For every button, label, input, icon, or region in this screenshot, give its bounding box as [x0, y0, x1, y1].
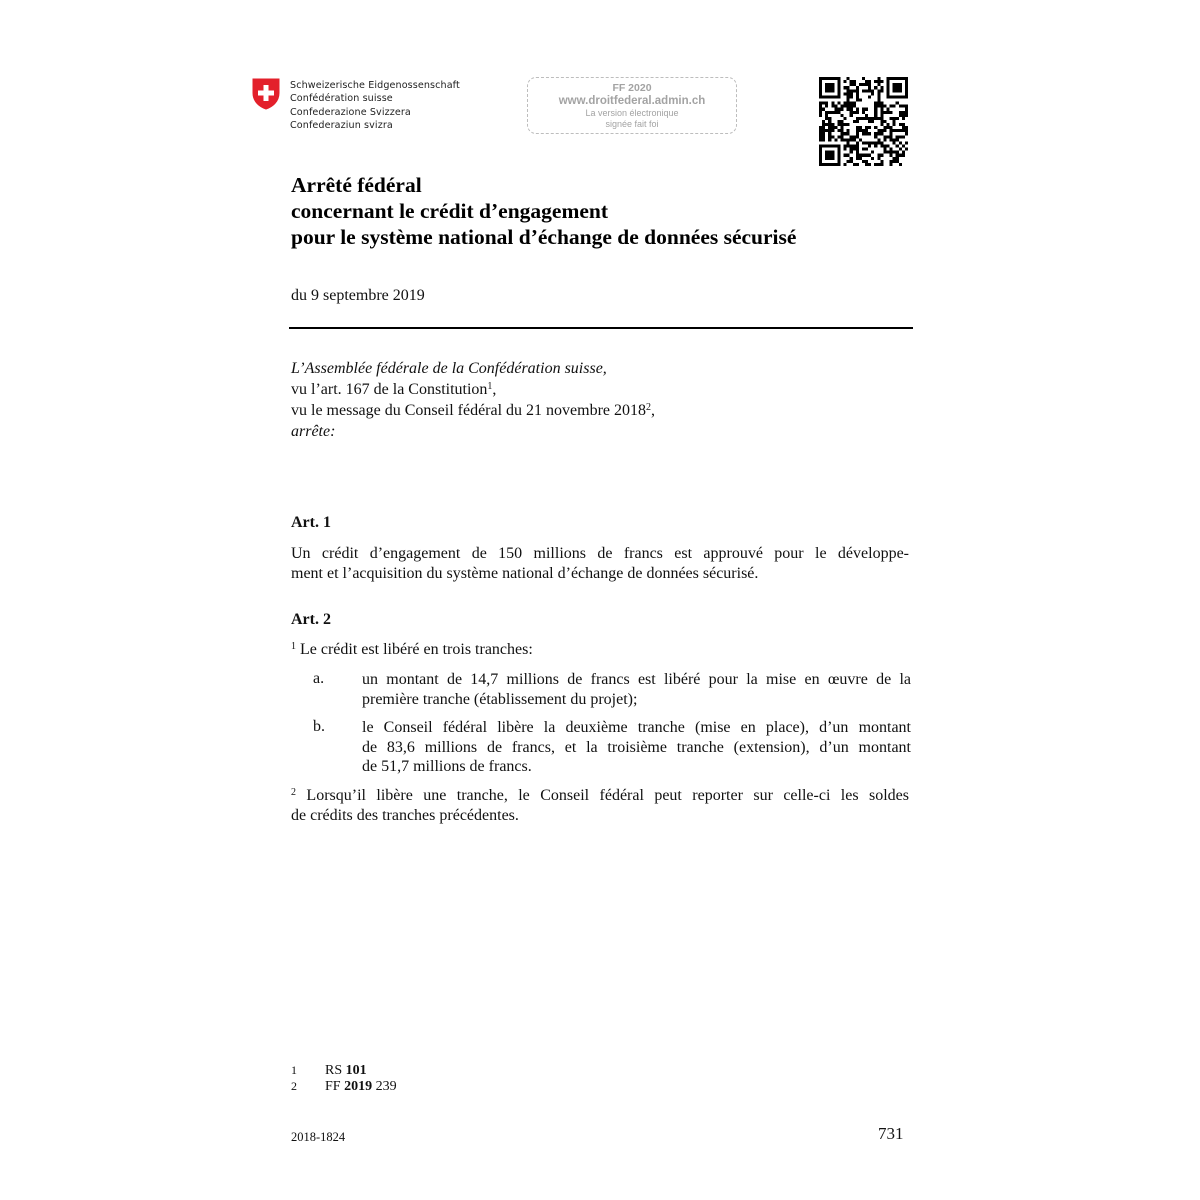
considering-text: vu l’art. 167 de la Constitution [291, 381, 488, 398]
article-2-paragraph-1 [291, 640, 909, 660]
preamble-decrees: arrête: [291, 423, 336, 440]
article-2-heading: Art. 2 [291, 611, 331, 628]
text-line: de crédits des tranches précédentes. [291, 806, 519, 824]
decree-date: du 9 septembre 2019 [291, 287, 425, 304]
text-line: de 83,6 millions de francs, et la troisième tranche (extension), d’un montant [362, 738, 911, 756]
text-line: première tranche (établissement du projet); [362, 690, 638, 708]
qr-code-icon [819, 77, 908, 166]
stamp-note-1: La version électronique [585, 108, 679, 118]
paragraph-number: 2 [291, 787, 296, 798]
title-line: pour le système national d’échange de données sécurisé [291, 225, 797, 249]
text-line [291, 786, 909, 806]
stamp-note-2: signée fait foi [605, 119, 659, 129]
article-1-text [291, 544, 909, 583]
punctuation: , [651, 402, 656, 419]
preamble-considering-1 [291, 379, 655, 400]
footnote-ref: 2 [646, 402, 652, 413]
footnote-bold: 2019 [344, 1079, 373, 1094]
footnote-prefix: FF [325, 1079, 341, 1094]
paragraph-text: Lorsqu’il libère une tranche, le Conseil fédéral peut reporter sur celle-ci les soldes [306, 787, 909, 804]
punctuation: , [492, 381, 497, 398]
article-1-heading: Art. 1 [291, 514, 331, 531]
text-line [291, 640, 909, 660]
considering-text: vu le message du Conseil fédéral du 21 novembre 2018 [291, 402, 647, 419]
confederation-line: Confédération suisse [290, 93, 393, 105]
paragraph-text: Le crédit est libéré en trois tranches: [300, 641, 533, 658]
title-line: concernant le crédit d’engagement [291, 199, 609, 223]
preamble [291, 358, 655, 442]
preamble-assembly: L’Assemblée fédérale de la Confédération suisse, [291, 360, 607, 377]
confederation-names [290, 79, 460, 133]
page-title [291, 172, 796, 250]
stamp-edition: FF 2020 [612, 82, 652, 94]
footnote-ref: 1 [487, 381, 493, 392]
document-reference: 2018-1824 [291, 1130, 346, 1144]
footnote-2 [325, 1079, 397, 1095]
footnote-number: 1 [291, 1063, 297, 1077]
paragraph-number: 1 [291, 641, 296, 652]
list-item [362, 670, 911, 709]
list-item [362, 718, 911, 777]
footnote-suffix: 239 [375, 1079, 397, 1094]
horizontal-rule [289, 327, 913, 329]
text-line: un montant de 14,7 millions de francs est libéré pour la mise en œuvre de la [362, 671, 911, 688]
list-item-marker: b. [313, 718, 325, 735]
confederation-line: Confederaziun svizra [290, 120, 393, 132]
title-line: Arrêté fédéral [291, 173, 422, 197]
preamble-considering-2 [291, 400, 655, 421]
stamp-website: www.droitfederal.admin.ch [558, 95, 706, 107]
text-line: Un crédit d’engagement de 150 millions de francs est approuvé pour le développe- [291, 545, 909, 562]
electronic-version-stamp [527, 77, 737, 134]
list-item-marker: a. [313, 670, 325, 687]
article-2-paragraph-2 [291, 786, 909, 825]
footnote-number: 2 [291, 1079, 297, 1093]
swiss-cross-icon [252, 78, 280, 110]
footnote-bold: 101 [345, 1063, 367, 1078]
footnote-prefix: RS [325, 1063, 343, 1078]
text-line: de 51,7 millions de francs. [362, 758, 532, 775]
page-number: 731 [878, 1124, 904, 1143]
footnote-1 [325, 1063, 367, 1079]
confederation-line: Schweizerische Eidgenossenschaft [290, 80, 460, 91]
text-line: ment et l’acquisition du système national d’échange de données sécurisé. [291, 564, 759, 582]
text-line: le Conseil fédéral libère la deuxième tranche (mise en place), d’un montant [362, 719, 911, 736]
confederation-line: Confederazione Svizzera [290, 106, 411, 118]
